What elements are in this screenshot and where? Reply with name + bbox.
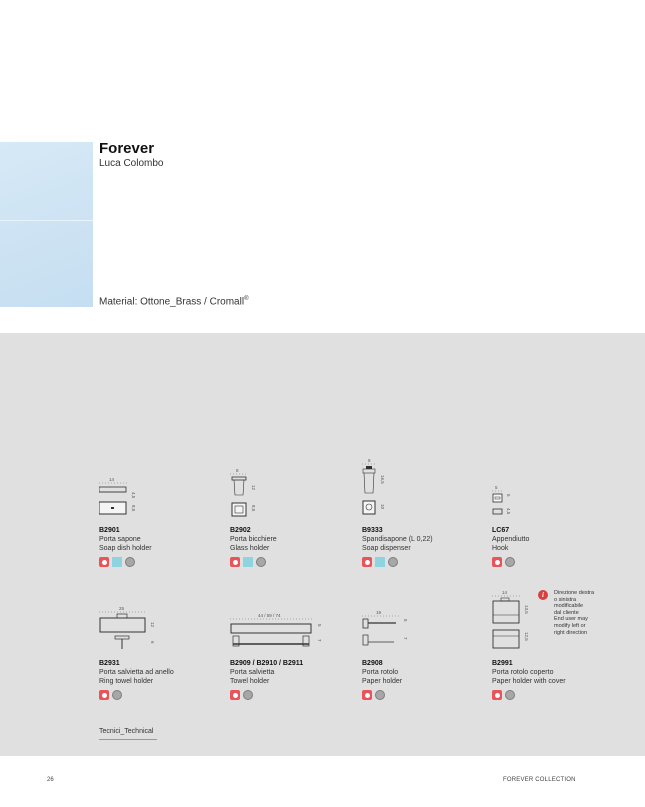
product-name-it: Porta salvietta xyxy=(230,669,275,676)
product-name-it: Porta sapone xyxy=(99,536,141,543)
note-line: modify left or xyxy=(554,622,586,629)
product-code: B2901 xyxy=(99,527,120,534)
product-code: B9333 xyxy=(362,527,383,534)
collection-footer: FOREVER COLLECTION xyxy=(503,777,576,783)
note-line: o sinistra xyxy=(554,596,577,603)
finish-swatches xyxy=(230,557,355,567)
product-code: B2909 / B2910 / B2911 xyxy=(230,660,304,667)
paper-holder-drawing xyxy=(362,607,422,657)
page-number: 26 xyxy=(47,777,54,783)
note-line: dal cliente xyxy=(554,609,579,616)
soap-dispenser-drawing xyxy=(362,455,422,524)
product-name-en: Glass holder xyxy=(230,545,270,552)
finish-swatches xyxy=(99,690,224,700)
finish-swatches xyxy=(362,557,487,567)
dim-width: 14 xyxy=(109,477,115,482)
finish-cyan-swatch xyxy=(243,557,253,567)
product-name-en: Hook xyxy=(492,545,509,552)
registered-mark: ® xyxy=(244,296,249,302)
dim-depth: 8,5 xyxy=(251,505,256,512)
technical-link[interactable]: Tecnici_Technical xyxy=(99,728,154,735)
finish-red-swatch xyxy=(362,690,372,700)
product-b2902 xyxy=(230,465,355,567)
product-name-en: Paper holder with cover xyxy=(492,678,566,685)
finish-red-swatch xyxy=(230,557,240,567)
technical-underline xyxy=(99,739,157,740)
finish-grey-swatch xyxy=(375,690,385,700)
finish-red-swatch xyxy=(492,557,502,567)
dim-height: 5 xyxy=(317,624,322,627)
note-line: Direzione destra xyxy=(554,590,595,596)
collection-title: Forever xyxy=(99,140,155,157)
finish-red-swatch xyxy=(230,690,240,700)
hook-drawing xyxy=(492,482,552,524)
finish-cyan-swatch xyxy=(112,557,122,567)
accent-color-block xyxy=(0,142,93,307)
product-code: B2908 xyxy=(362,660,383,667)
finish-grey-swatch xyxy=(112,690,122,700)
product-b2901 xyxy=(99,472,224,567)
material-line xyxy=(99,296,248,307)
product-lc67 xyxy=(492,482,617,567)
dim-height: 12 xyxy=(150,622,155,628)
dim-height: 4,5 xyxy=(131,492,136,499)
dim-depth: 7 xyxy=(403,637,408,640)
dim-depth: 12,5 xyxy=(524,632,529,641)
product-name-en: Ring towel holder xyxy=(99,678,154,685)
dim-width: 44 / 59 / 74 xyxy=(258,613,281,618)
ring-towel-holder-drawing xyxy=(99,603,159,657)
dim-depth: 7 xyxy=(317,639,322,642)
dim-height: 12 xyxy=(251,485,256,491)
towel-holder-drawing xyxy=(230,610,325,657)
finish-grey-swatch xyxy=(388,557,398,567)
finish-grey-swatch xyxy=(125,557,135,567)
finish-swatches xyxy=(230,690,355,700)
dim-depth: 4,5 xyxy=(506,508,511,515)
dim-width: 8 xyxy=(236,468,239,473)
info-icon: i xyxy=(538,590,548,600)
dim-width: 5 xyxy=(495,485,498,490)
finish-grey-swatch xyxy=(243,690,253,700)
finish-cyan-swatch xyxy=(375,557,385,567)
product-b9333 xyxy=(362,455,487,567)
product-name-it: Porta salvietta ad anello xyxy=(99,669,174,676)
product-code: B2931 xyxy=(99,660,120,667)
dim-width: 25 xyxy=(119,606,125,611)
product-b2909-b2910-b2911 xyxy=(230,610,355,700)
dim-height: 5 xyxy=(403,619,408,622)
product-name-en: Towel holder xyxy=(230,678,270,685)
finish-swatches xyxy=(99,557,224,567)
product-name-en: Soap dispenser xyxy=(362,545,411,552)
designer-name: Luca Colombo xyxy=(99,158,164,169)
product-b2908 xyxy=(362,607,487,700)
finish-red-swatch xyxy=(99,690,109,700)
product-name-en: Paper holder xyxy=(362,678,403,685)
note-line: right direction xyxy=(554,629,588,636)
dim-height: 16,5 xyxy=(380,475,385,484)
product-name-it: Porta bicchiere xyxy=(230,536,277,543)
product-b2931 xyxy=(99,603,224,700)
note-line: End user may xyxy=(554,616,588,623)
product-name-it: Spandisapone (L 0,22) xyxy=(362,536,433,543)
note-line: modificabile xyxy=(554,603,584,610)
finish-grey-swatch xyxy=(505,690,515,700)
finish-grey-swatch xyxy=(256,557,266,567)
dim-width: 8 xyxy=(368,458,371,463)
dim-depth: 8,5 xyxy=(131,505,136,512)
product-code: B2902 xyxy=(230,527,251,534)
product-name-en: Soap dish holder xyxy=(99,545,152,552)
soap-dish-drawing xyxy=(99,472,159,524)
direction-note xyxy=(554,590,624,636)
dim-depth: 10 xyxy=(380,504,385,510)
finish-red-swatch xyxy=(99,557,109,567)
finish-swatches xyxy=(362,690,487,700)
product-code: B2991 xyxy=(492,660,513,667)
product-name-it: Porta rotolo coperto xyxy=(492,669,554,676)
finish-red-swatch xyxy=(492,690,502,700)
dim-width: 14 xyxy=(502,590,508,595)
product-name-it: Porta rotolo xyxy=(362,669,399,676)
dim-depth: 6 xyxy=(150,641,155,644)
finish-red-swatch xyxy=(362,557,372,567)
product-code: LC67 xyxy=(492,527,510,534)
finish-swatches xyxy=(492,557,617,567)
product-name-it: Appendiutto xyxy=(492,536,530,543)
finish-swatches xyxy=(492,690,617,700)
dim-height: 13,5 xyxy=(524,605,529,614)
glass-holder-drawing xyxy=(230,465,290,524)
dim-height: 5 xyxy=(506,494,511,497)
material-label: Material: Ottone_Brass / Cromall xyxy=(99,296,245,308)
dim-width: 19 xyxy=(376,610,382,615)
finish-grey-swatch xyxy=(505,557,515,567)
